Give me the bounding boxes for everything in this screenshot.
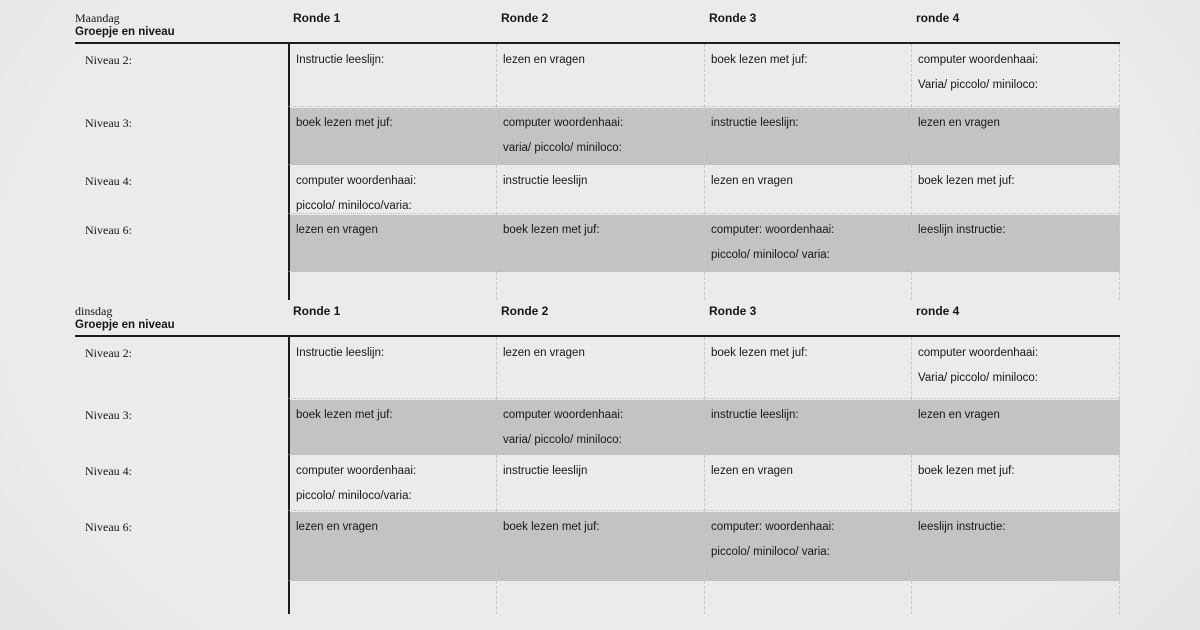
header-day-block: [75, 12, 288, 39]
cell-ronde2: instructie leeslijn: [496, 165, 704, 214]
schedule-table-maandag: [75, 12, 1120, 300]
cell-ronde2: lezen en vragen: [496, 44, 704, 107]
cell-ronde4: computer woordenhaai: Varia/ piccolo/ miniloco:: [911, 44, 1120, 107]
table-row-niveau-4: [75, 165, 1120, 214]
cell-ronde4: computer woordenhaai: Varia/ piccolo/ miniloco:: [911, 337, 1120, 399]
cell-ronde4: leeslijn instructie:: [911, 214, 1120, 272]
schedule-table-dinsdag: [75, 305, 1120, 614]
cell-ronde3: lezen en vragen: [704, 165, 911, 214]
row-level-label: Niveau 3:: [85, 116, 132, 130]
cell-ronde1: computer woordenhaai: piccolo/ miniloco/varia:: [288, 165, 496, 214]
table-gridline-extension: [75, 581, 1120, 614]
cell-ronde3: computer: woordenhaai: piccolo/ miniloco/ varia:: [704, 511, 911, 581]
cell-ronde3: instructie leeslijn:: [704, 107, 911, 165]
cell-ronde4: lezen en vragen: [911, 399, 1120, 455]
cell-ronde1: Instructie leeslijn:: [288, 44, 496, 107]
column-header-ronde-2: Ronde 2: [501, 11, 549, 25]
table-row-niveau-6: [75, 214, 1120, 272]
header-day-block: [75, 305, 288, 332]
table-row-niveau-2: [75, 337, 1120, 399]
table-row-niveau-3: [75, 399, 1120, 455]
row-level-label: Niveau 6:: [85, 223, 132, 237]
table-row-niveau-4: [75, 455, 1120, 511]
row-level-label: Niveau 2:: [85, 53, 132, 67]
cell-ronde3: boek lezen met juf:: [704, 44, 911, 107]
cell-ronde4: leeslijn instructie:: [911, 511, 1120, 581]
cell-ronde2: lezen en vragen: [496, 337, 704, 399]
day-label: dinsdag: [75, 304, 113, 318]
row-level-label: Niveau 6:: [85, 520, 132, 534]
column-header-ronde-3: Ronde 3: [709, 11, 757, 25]
cell-ronde1: lezen en vragen: [288, 511, 496, 581]
cell-ronde4: boek lezen met juf:: [911, 455, 1120, 511]
row-level-label: Niveau 2:: [85, 346, 132, 360]
cell-ronde2: instructie leeslijn: [496, 455, 704, 511]
column-header-ronde-4: ronde 4: [916, 11, 960, 25]
cell-ronde3: instructie leeslijn:: [704, 399, 911, 455]
day-label: Maandag: [75, 11, 120, 25]
cell-ronde2: boek lezen met juf:: [496, 214, 704, 272]
cell-ronde4: boek lezen met juf:: [911, 165, 1120, 214]
cell-ronde4: lezen en vragen: [911, 107, 1120, 165]
table-row-niveau-6: [75, 511, 1120, 581]
cell-ronde2: computer woordenhaai: varia/ piccolo/ miniloco:: [496, 107, 704, 165]
table-row-niveau-2: [75, 44, 1120, 107]
table-gridline-extension: [75, 272, 1120, 300]
table-body: [75, 337, 1120, 581]
group-level-subtitle: Groepje en niveau: [75, 26, 175, 38]
column-header-ronde-3: Ronde 3: [709, 304, 757, 318]
row-level-label: Niveau 3:: [85, 408, 132, 422]
row-level-label: Niveau 4:: [85, 174, 132, 188]
table-header-dinsdag: [75, 305, 1120, 337]
table-row-niveau-3: [75, 107, 1120, 165]
cell-ronde2: computer woordenhaai: varia/ piccolo/ miniloco:: [496, 399, 704, 455]
cell-ronde1: boek lezen met juf:: [288, 399, 496, 455]
table-body: [75, 44, 1120, 272]
column-header-ronde-4: ronde 4: [916, 304, 960, 318]
row-level-label: Niveau 4:: [85, 464, 132, 478]
cell-ronde1: computer woordenhaai: piccolo/ miniloco/varia:: [288, 455, 496, 511]
group-level-subtitle: Groepje en niveau: [75, 319, 175, 331]
cell-ronde1: boek lezen met juf:: [288, 107, 496, 165]
column-header-ronde-1: Ronde 1: [293, 304, 341, 318]
column-header-ronde-2: Ronde 2: [501, 304, 549, 318]
table-header-maandag: [75, 12, 1120, 44]
column-header-ronde-1: Ronde 1: [293, 11, 341, 25]
cell-ronde2: boek lezen met juf:: [496, 511, 704, 581]
cell-ronde3: boek lezen met juf:: [704, 337, 911, 399]
cell-ronde1: Instructie leeslijn:: [288, 337, 496, 399]
cell-ronde1: lezen en vragen: [288, 214, 496, 272]
cell-ronde3: lezen en vragen: [704, 455, 911, 511]
cell-ronde3: computer: woordenhaai: piccolo/ miniloco/ varia:: [704, 214, 911, 272]
